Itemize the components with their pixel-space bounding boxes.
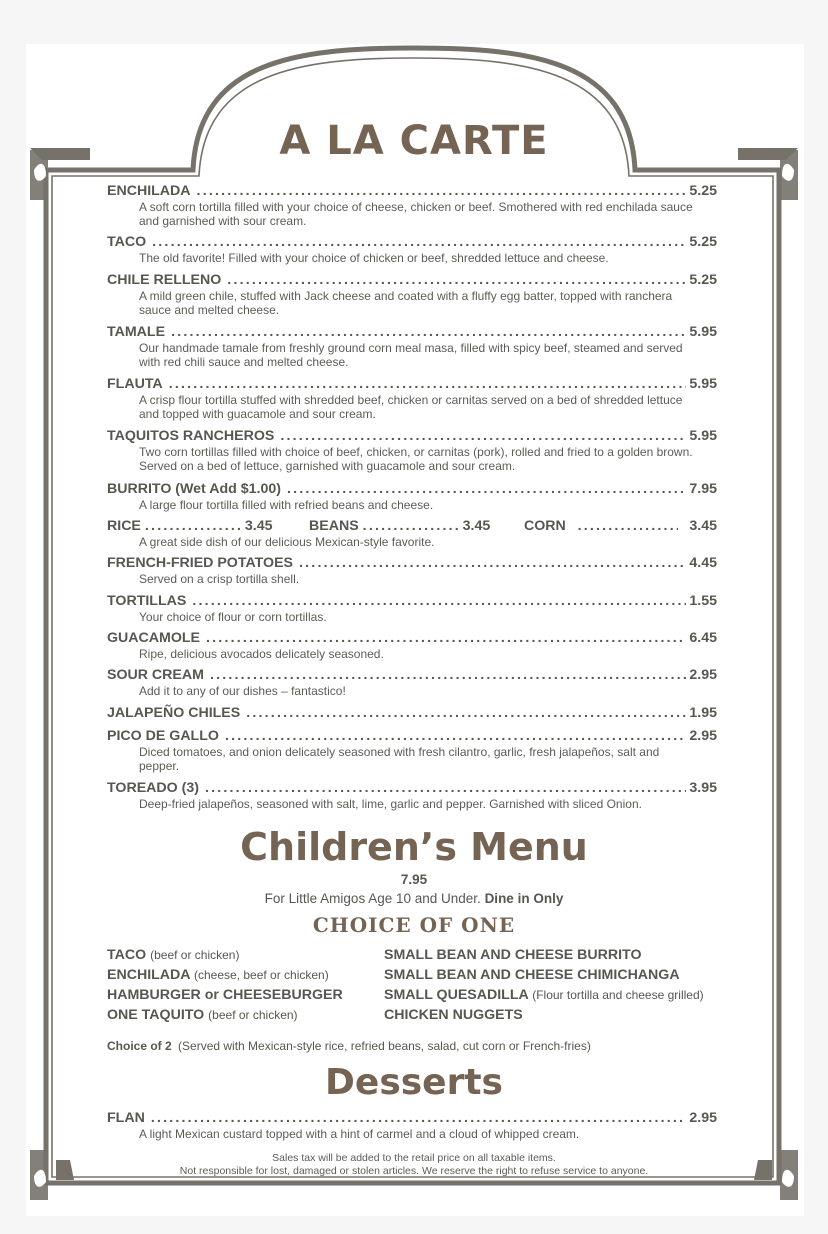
item-description: Add it to any of our dishes – fantastico!	[139, 684, 346, 698]
item-name: TAMALE	[107, 324, 166, 340]
menu-item	[107, 728, 717, 774]
item-price: 5.25	[689, 183, 717, 199]
sides-item	[107, 518, 717, 549]
desserts-title: Desserts	[325, 1062, 503, 1103]
item-price: 7.95	[689, 481, 717, 497]
item-description: Our handmade tamale from freshly ground corn meal masa, filled with spicy beef, steamed and served with red chili sauce and melted cheese.	[139, 341, 683, 370]
choice-of-one-title: CHOICE OF ONE	[312, 913, 516, 937]
side-beans-name: BEANS	[309, 518, 359, 534]
page-title: A LA CARTE	[279, 118, 549, 164]
item-name: ENCHILADA	[107, 183, 191, 199]
item-name: TAQUITOS RANCHEROS	[107, 428, 275, 444]
childrens-menu-subtitle	[0, 891, 828, 907]
item-name: BURRITO (Wet Add $1.00)	[107, 481, 281, 497]
menu-item	[107, 183, 717, 229]
menu-item	[107, 555, 717, 586]
menu-item	[107, 780, 717, 811]
footer-disclaimer: Not responsible for lost, damaged or stolen articles. We reserve the right to refuse service to anyone.	[179, 1165, 649, 1177]
side-corn-name: CORN	[524, 518, 566, 534]
dine-in-note: Dine in Only	[484, 891, 564, 906]
choice-of-two-label: Choice of 2	[107, 1039, 172, 1053]
item-description: A crisp flour tortilla stuffed with shredded beef, chicken or carnitas served on a bed of shredded lettuce and topped with guacamole and sour cream.	[139, 393, 683, 422]
item-name: CHILE RELLENO	[107, 272, 222, 288]
footer-tax-note: Sales tax will be added to the retail price on all taxable items.	[272, 1152, 556, 1164]
kids-item: SMALL BEAN AND CHEESE CHIMICHANGA	[384, 967, 680, 983]
menu-item	[107, 272, 717, 318]
item-name: TOREADO (3)	[107, 780, 199, 796]
item-name: SOUR CREAM	[107, 667, 204, 683]
item-description: The old favorite! Filled with your choice of chicken or beef, shredded lettuce and cheese.	[139, 251, 609, 265]
side-corn-price: 3.45	[689, 518, 717, 534]
side-rice-name: RICE	[107, 518, 141, 534]
menu-item	[107, 667, 717, 698]
menu-item	[107, 630, 717, 661]
item-price: 2.95	[689, 728, 717, 744]
menu-item	[107, 593, 717, 624]
item-description: Diced tomatoes, and onion delicately seasoned with fresh cilantro, garlic, fresh jalapeños, salt and pepper.	[139, 745, 660, 774]
item-price: 5.25	[689, 234, 717, 250]
item-price: 2.95	[689, 1110, 717, 1126]
side-beans-price: 3.45	[462, 518, 491, 534]
item-description: Two corn tortillas filled with choice of beef, chicken, or carnitas (pork), rolled and fried to a golden brown. Served on a bed of lettuce, garnished with guacamole and sour cream.	[139, 445, 693, 474]
item-name: FLAUTA	[107, 376, 163, 392]
choice-of-two-note	[107, 1038, 591, 1055]
item-price: 4.45	[689, 555, 717, 571]
item-price: 1.95	[689, 705, 717, 721]
kids-item: ENCHILADA (cheese, beef or chicken)	[107, 967, 329, 983]
item-description: Served on a crisp tortilla shell.	[139, 572, 300, 586]
item-description: Your choice of flour or corn tortillas.	[139, 610, 327, 624]
item-name: JALAPEÑO CHILES	[107, 705, 241, 721]
item-price: 6.45	[689, 630, 717, 646]
menu-item	[107, 1110, 717, 1141]
menu-item	[107, 376, 717, 422]
childrens-menu-title: Children’s Menu	[240, 825, 588, 869]
age-note: For Little Amigos Age 10 and Under.	[264, 891, 481, 906]
item-price: 5.95	[689, 324, 717, 340]
item-description: Ripe, delicious avocados delicately seasoned.	[139, 647, 384, 661]
menu-item	[107, 234, 717, 265]
item-name: PICO DE GALLO	[107, 728, 219, 744]
item-description: Deep-fried jalapeños, seasoned with salt, lime, garlic and pepper. Garnished with sliced Onion.	[139, 797, 642, 811]
kids-item: TACO (beef or chicken)	[107, 947, 240, 963]
kids-item: HAMBURGER or CHEESEBURGER	[107, 987, 343, 1003]
choice-of-two-text: (Served with Mexican-style rice, refried beans, salad, cut corn or French-fries)	[178, 1039, 591, 1053]
kids-item: SMALL QUESADILLA (Flour tortilla and cheese grilled)	[384, 987, 704, 1003]
item-description: A soft corn tortilla filled with your choice of cheese, chicken or beef. Smothered with red enchilada sauce and garnished with sour cream.	[139, 200, 693, 229]
kids-item: SMALL BEAN AND CHEESE BURRITO	[384, 947, 642, 963]
item-price: 2.95	[689, 667, 717, 683]
menu-item	[107, 705, 717, 722]
kids-item: ONE TAQUITO (beef or chicken)	[107, 1007, 298, 1023]
item-description: A light Mexican custard topped with a hint of carmel and a cloud of whipped cream.	[139, 1127, 580, 1141]
item-name: GUACAMOLE	[107, 630, 201, 646]
side-rice-price: 3.45	[244, 518, 273, 534]
item-description: A large flour tortilla filled with refried beans and cheese.	[139, 498, 434, 512]
menu-item	[107, 428, 717, 474]
item-price: 3.95	[689, 780, 717, 796]
item-name: TORTILLAS	[107, 593, 187, 609]
childrens-menu-price: 7.95	[400, 872, 428, 887]
item-price: 5.95	[689, 376, 717, 392]
item-price: 5.25	[689, 272, 717, 288]
menu-item	[107, 324, 717, 370]
item-name: FRENCH-FRIED POTATOES	[107, 555, 294, 571]
item-price: 1.55	[689, 593, 717, 609]
item-description: A great side dish of our delicious Mexican-style favorite.	[139, 535, 435, 549]
menu-item	[107, 481, 717, 512]
item-description: A mild green chile, stuffed with Jack cheese and coated with a fluffy egg batter, topped with ranchera sauce and melted cheese.	[139, 289, 673, 318]
kids-item: CHICKEN NUGGETS	[384, 1007, 523, 1023]
item-name: FLAN	[107, 1110, 145, 1126]
item-price: 5.95	[689, 428, 717, 444]
item-name: TACO	[107, 234, 147, 250]
